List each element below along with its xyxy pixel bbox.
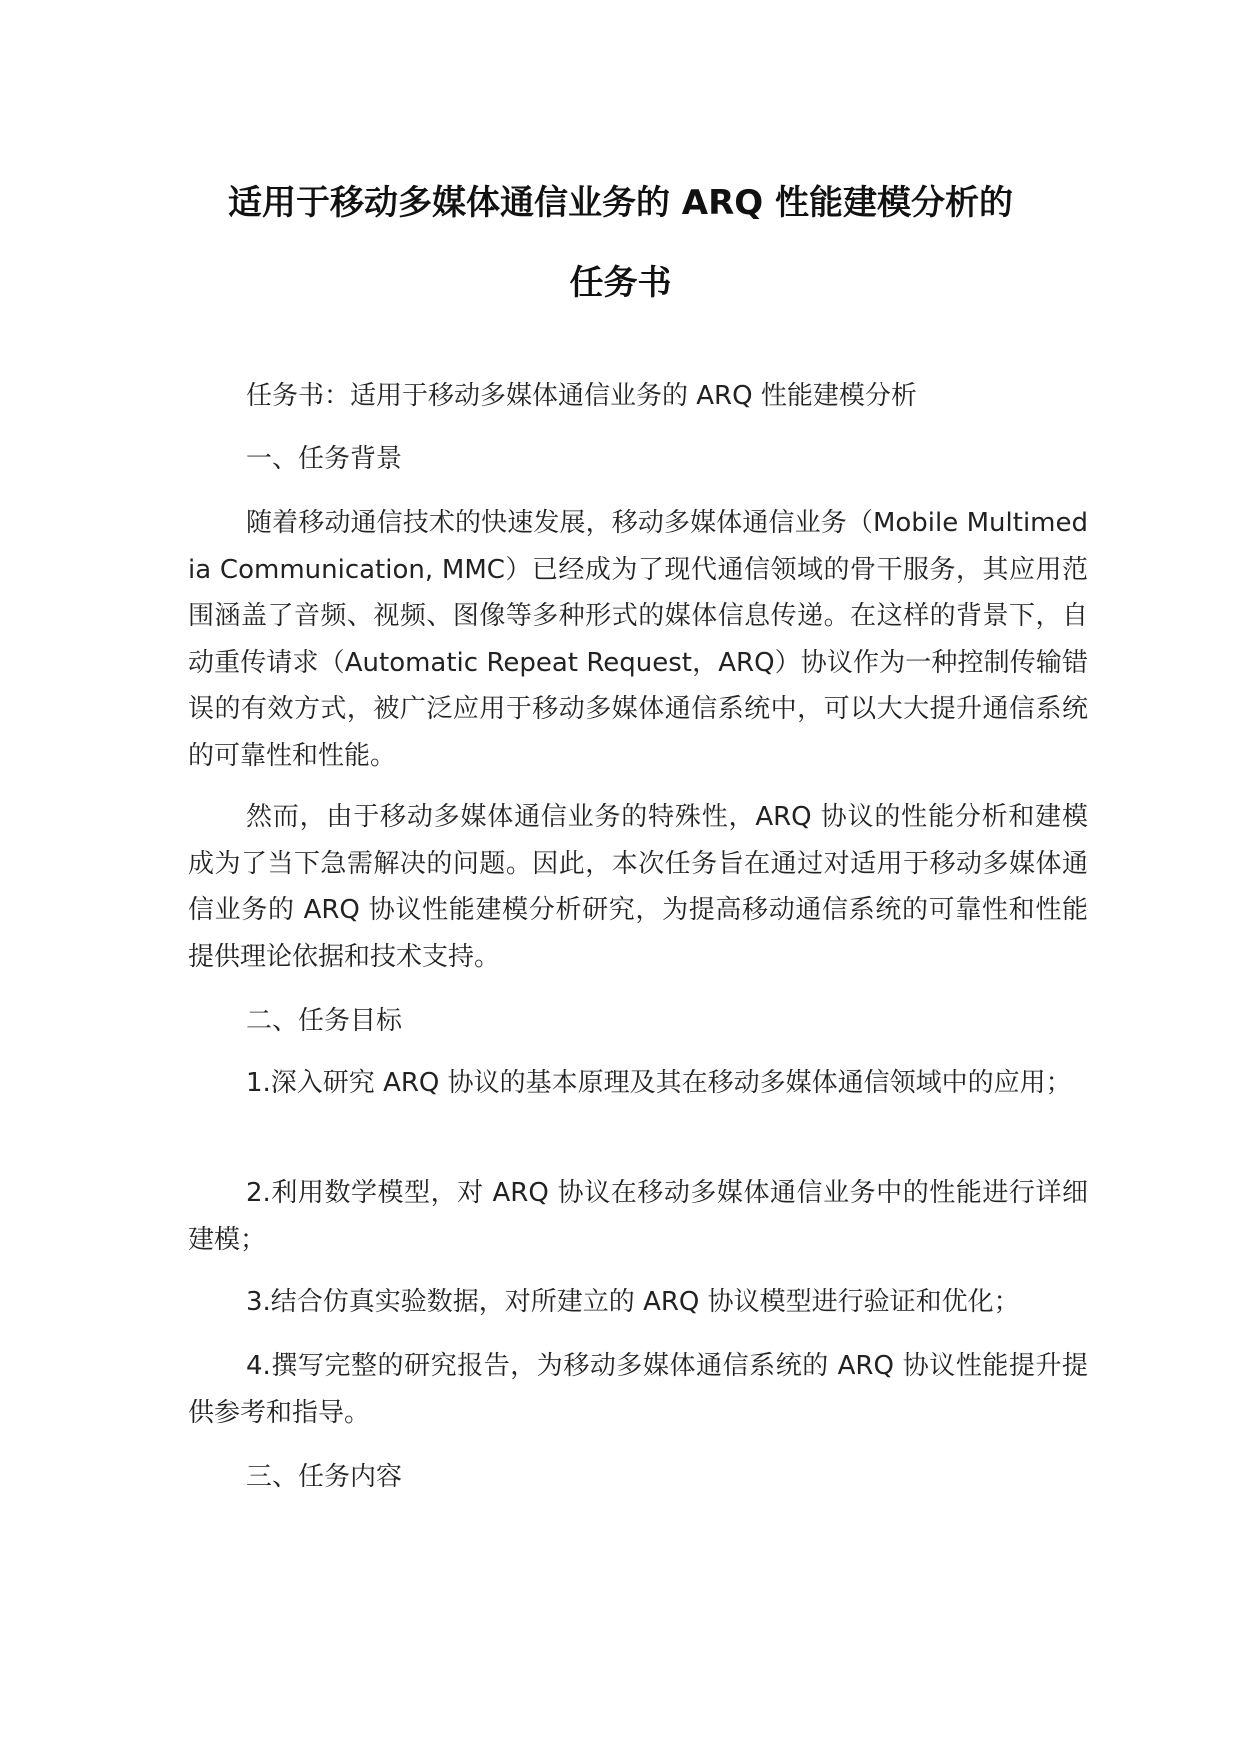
paragraph-background-2: 然而，由于移动多媒体通信业务的特殊性，ARQ 协议的性能分析和建模成为了当下急需解决的问题。因此，本次任务旨在通过对适用于移动多媒体通信业务的 ARQ 协议性能建模分析研究，为提高移动通信系统的可靠性和性能提供理论依据和技术支持。 [188,802,1088,972]
document-subtitle: 任务书：适用于移动多媒体通信业务的 ARQ 性能建模分析 [246,381,917,411]
document-title-line2: 任务书 [569,263,672,303]
paragraph-background-1: 随着移动通信技术的快速发展，移动多媒体通信业务（Mobile Multimedia Communication, MMC）已经成为了现代通信领域的骨干服务，其应用范围涵盖了音频、视频、图像等多种形式的媒体信息传递。在这样的背景下，自动重传请求（Automatic Repeat Request，ARQ）协议作为一种控制传输错误的有效方式，被广泛应用于移动多媒体通信系统中，可以大大提升通信系统的可靠性和性能。 [188,508,1088,771]
goal-item-3: 3.结合仿真实验数据，对所建立的 ARQ 协议模型进行验证和优化； [246,1287,1020,1317]
section-heading-content: 三、任务内容 [246,1462,403,1492]
goal-item-2: 2.利用数学模型，对 ARQ 协议在移动多媒体通信业务中的性能进行详细建模； [188,1178,1088,1255]
section-heading-background: 一、任务背景 [246,444,403,474]
goal-item-1: 1.深入研究 ARQ 协议的基本原理及其在移动多媒体通信领域中的应用； [246,1068,1072,1098]
document-title-line1: 适用于移动多媒体通信业务的 ARQ 性能建模分析的 [227,183,1014,223]
section-heading-goals: 二、任务目标 [246,1006,403,1036]
goal-item-4: 4.撰写完整的研究报告，为移动多媒体通信系统的 ARQ 协议性能提升提供参考和指导。 [188,1351,1088,1428]
